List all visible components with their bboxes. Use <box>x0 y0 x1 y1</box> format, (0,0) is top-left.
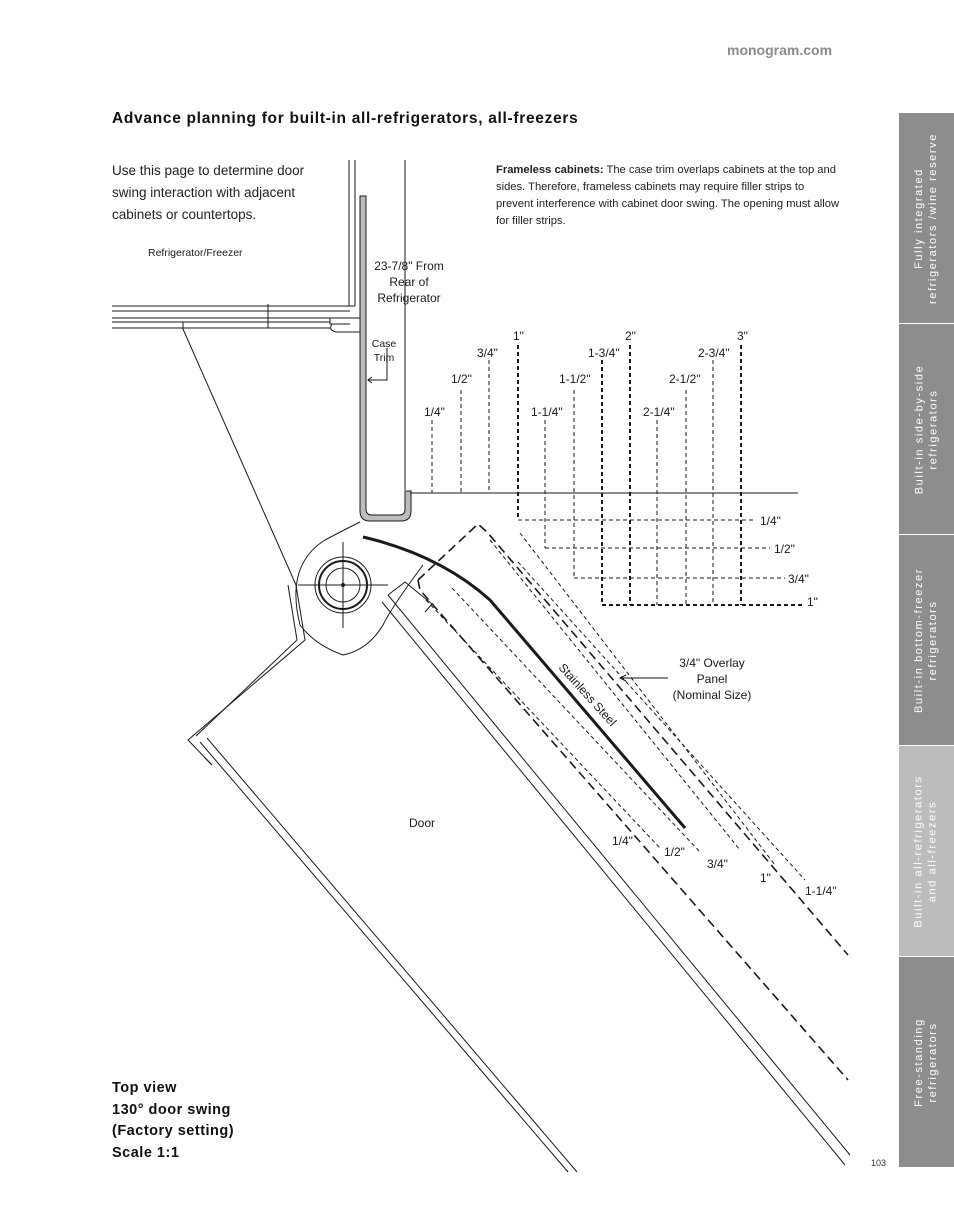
caption-line: 130° door swing <box>112 1101 231 1118</box>
stainless-label: Stainless Steel <box>555 660 620 730</box>
refrigerator-label: Refrigerator/Freezer <box>148 247 243 259</box>
dim-label: 3/4" <box>788 572 809 586</box>
dim-label: 3/4" <box>477 346 498 360</box>
dim-label: 1/4" <box>424 405 445 419</box>
dim-label: 1" <box>513 329 524 343</box>
dim-label: 2" <box>625 329 636 343</box>
dim-label: 3" <box>737 329 748 343</box>
tab-label: Built-in side-by-side <box>913 364 925 494</box>
note-label: Frameless cabinets: <box>496 164 604 176</box>
tab-label: and all-freezers <box>926 800 939 902</box>
sidebar-tab-bottom-freezer[interactable] <box>899 535 954 745</box>
sidebar-tab-free-standing[interactable] <box>899 957 954 1167</box>
rear-label: Rear of <box>389 275 429 289</box>
tab-label: Built-in all-refrigerators <box>913 774 925 928</box>
note-body: The case trim overlaps cabinets at the top and sides. Therefore, frameless cabinets may require filler strips to prevent interference with cabinet door swing. The opening must allow for filler strips. <box>496 164 840 227</box>
intro-text: Use this page to determine door swing interaction with adjacent cabinets or countertops. <box>112 163 305 222</box>
dim-label: 1-1/4" <box>531 405 563 419</box>
dim-label: 2-3/4" <box>698 346 730 360</box>
sidebar-tab-all-refrigerators[interactable] <box>899 746 954 956</box>
dim-label: 2-1/4" <box>643 405 675 419</box>
tab-label: refrigerators <box>926 1021 939 1103</box>
tab-label: Free-standing <box>913 1017 926 1107</box>
caption-line: Scale 1:1 <box>112 1144 180 1161</box>
dim-label: 1/2" <box>664 845 685 859</box>
dim-label: 1/4" <box>760 514 781 528</box>
sidebar-tab-fully-integrated[interactable] <box>899 113 954 323</box>
dim-label: 1" <box>760 871 771 885</box>
overlay-label: (Nominal Size) <box>672 688 752 702</box>
dim-label: 1-1/4" <box>805 884 837 898</box>
case-trim-label: Case <box>371 338 397 350</box>
dim-label: 1/4" <box>612 834 633 848</box>
door-label: Door <box>408 816 436 830</box>
dim-label: 2-1/2" <box>669 372 701 386</box>
tab-label: Built-in bottom-freezer <box>913 567 926 713</box>
diagram-caption <box>112 1078 234 1164</box>
dim-label: 3/4" <box>707 857 728 871</box>
caption-line: Top view <box>112 1080 177 1096</box>
dim-label: 1/2" <box>451 372 472 386</box>
dim-label: 1/2" <box>774 542 795 556</box>
door-edge <box>183 329 296 585</box>
case-trim-label: Trim <box>373 352 395 364</box>
dim-label: 1" <box>807 595 818 609</box>
tab-label: refrigerators <box>926 599 939 681</box>
tab-label: refrigerators <box>926 388 939 470</box>
tab-label: Fully integrated <box>913 167 925 269</box>
page-title: Advance planning for built-in all-refrigerators, all-freezers <box>112 110 579 127</box>
site-url[interactable]: monogram.com <box>727 42 833 58</box>
tab-label: refrigerators /wine reserve <box>926 132 939 304</box>
overlay-label: Panel <box>696 672 728 686</box>
dim-label: 1-3/4" <box>588 346 620 360</box>
caption-line: (Factory setting) <box>112 1123 235 1139</box>
rear-label: 23-7/8" From <box>374 259 444 273</box>
dim-label: 1-1/2" <box>559 372 591 386</box>
rear-label: Refrigerator <box>377 291 441 305</box>
page-number: 103 <box>871 1158 887 1168</box>
overlay-label: 3/4" Overlay <box>679 656 745 670</box>
sidebar-tab-side-by-side[interactable] <box>899 324 954 534</box>
